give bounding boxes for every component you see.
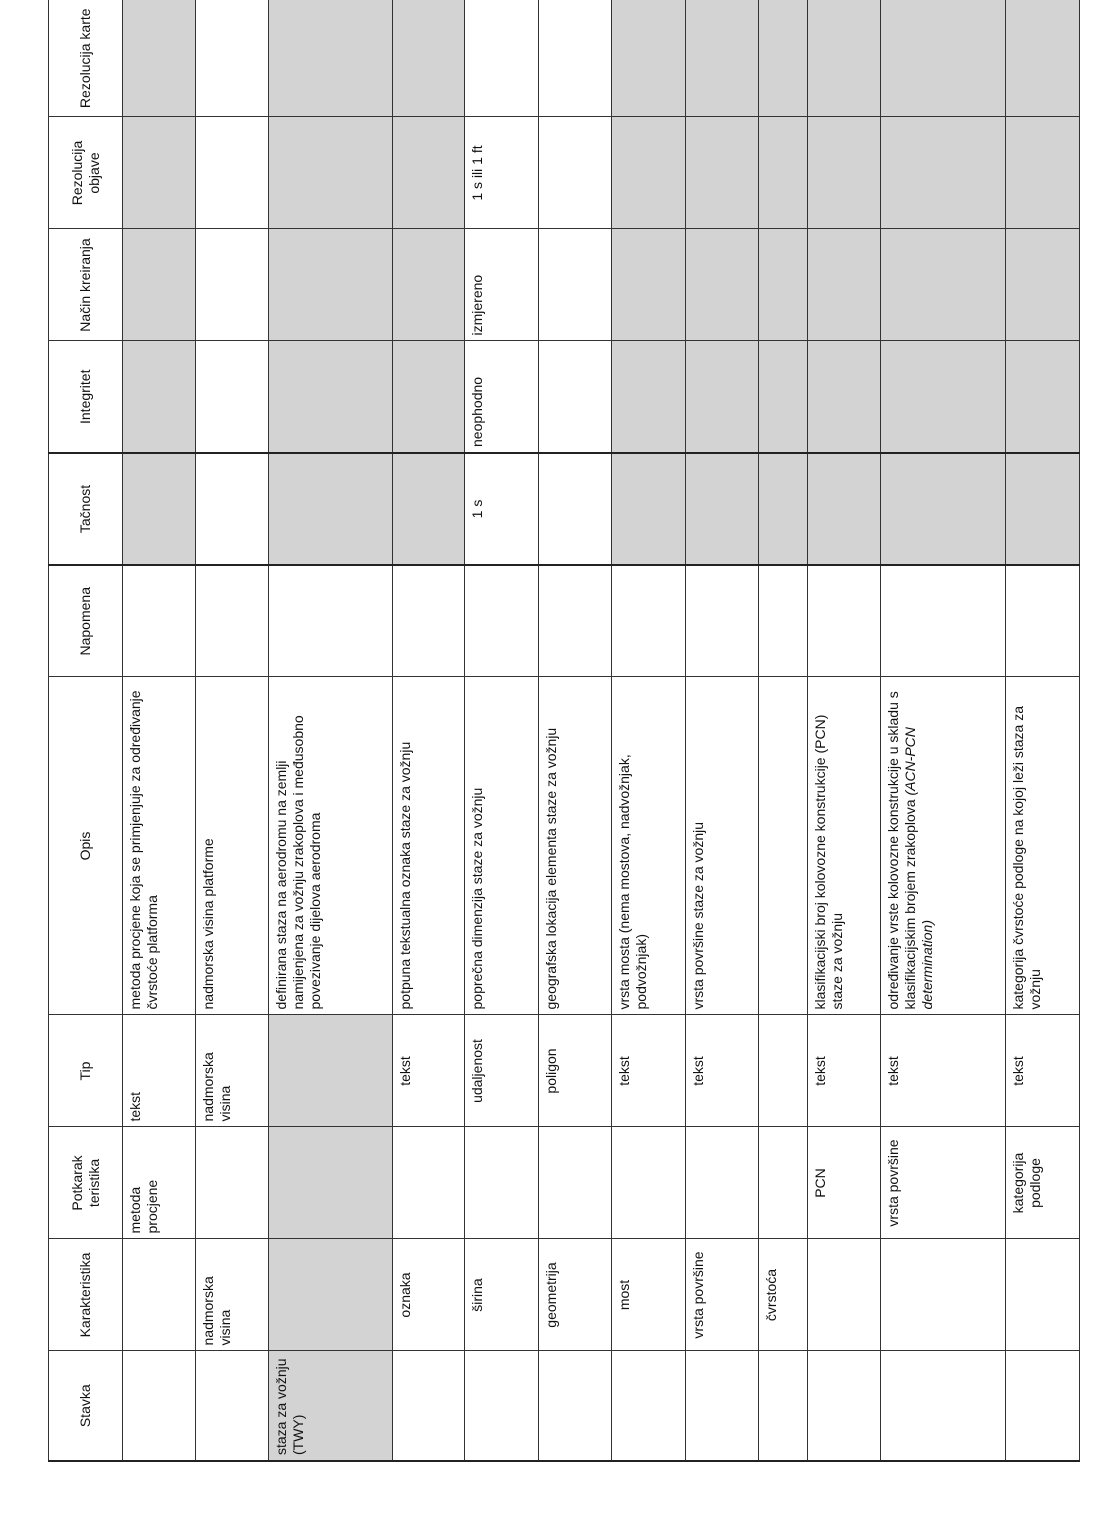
cell-tip: tekst <box>807 1015 880 1127</box>
header-rez-karte: Rezolucija karte <box>49 0 123 117</box>
cell-stavka <box>612 1351 685 1461</box>
opis-italic: (ACN-PCN determination) <box>901 727 935 1010</box>
cell-integritet: neophodno <box>465 341 539 453</box>
cell-opis: metoda procjene koja se primjenjuje za određivanje čvrstoće platforma <box>123 677 196 1015</box>
cell-napomena <box>880 565 1005 677</box>
cell-tip: tekst <box>393 1015 465 1127</box>
data-table <box>48 0 1080 1462</box>
cell-rez-karte <box>1005 0 1079 117</box>
table-row <box>1005 0 1079 1461</box>
header-napomena: Napomena <box>49 565 123 677</box>
cell-potkarakteristika: PCN <box>807 1127 880 1239</box>
cell-tacnost <box>123 453 196 565</box>
cell-rez-objave: 1 s ili 1 ft <box>465 117 539 229</box>
cell-nacin <box>539 229 612 341</box>
cell-integritet <box>393 341 465 453</box>
cell-tacnost <box>807 453 880 565</box>
cell-stavka <box>539 1351 612 1461</box>
header-integritet: Integritet <box>49 341 123 453</box>
cell-tacnost: 1 s <box>465 453 539 565</box>
cell-tacnost <box>685 453 758 565</box>
cell-potkarakteristika: kategorija podloge <box>1005 1127 1079 1239</box>
cell-nacin <box>123 229 196 341</box>
cell-rez-objave <box>880 117 1005 229</box>
cell-rez-objave <box>807 117 880 229</box>
cell-rez-karte <box>758 0 807 117</box>
cell-napomena <box>685 565 758 677</box>
cell-stavka: staza za vožnju (TWY) <box>269 1351 393 1461</box>
cell-rez-karte <box>880 0 1005 117</box>
cell-stavka <box>123 1351 196 1461</box>
cell-tacnost <box>758 453 807 565</box>
cell-napomena <box>269 565 393 677</box>
cell-opis: vrsta mosta (nema mostova, nadvožnjak, podvožnjak) <box>612 677 685 1015</box>
cell-karakteristika: most <box>612 1239 685 1351</box>
cell-rez-objave <box>393 117 465 229</box>
cell-potkarakteristika: metoda procjene <box>123 1127 196 1239</box>
cell-tacnost <box>1005 453 1079 565</box>
cell-tip: nadmorska visina <box>196 1015 269 1127</box>
cell-rez-karte <box>196 0 269 117</box>
cell-potkarakteristika <box>685 1127 758 1239</box>
cell-rez-karte <box>539 0 612 117</box>
cell-rez-objave <box>1005 117 1079 229</box>
cell-stavka <box>1005 1351 1079 1461</box>
cell-rez-karte <box>685 0 758 117</box>
cell-stavka <box>880 1351 1005 1461</box>
rotated-table-wrapper <box>48 0 1080 1462</box>
cell-napomena <box>465 565 539 677</box>
cell-nacin <box>807 229 880 341</box>
cell-karakteristika: vrsta površine <box>685 1239 758 1351</box>
cell-potkarakteristika <box>196 1127 269 1239</box>
cell-tip <box>269 1015 393 1127</box>
table-row <box>539 0 612 1461</box>
cell-napomena <box>758 565 807 677</box>
cell-karakteristika: nadmorska visina <box>196 1239 269 1351</box>
cell-nacin <box>1005 229 1079 341</box>
cell-napomena <box>539 565 612 677</box>
cell-rez-karte <box>465 0 539 117</box>
cell-tacnost <box>393 453 465 565</box>
cell-napomena <box>807 565 880 677</box>
cell-integritet <box>612 341 685 453</box>
cell-stavka <box>393 1351 465 1461</box>
cell-tacnost <box>539 453 612 565</box>
cell-integritet <box>196 341 269 453</box>
header-potkarakteristika: Potkarak teristika <box>49 1127 123 1239</box>
cell-nacin <box>758 229 807 341</box>
header-row <box>49 0 123 1461</box>
cell-opis: potpuna tekstualna oznaka staze za vožnju <box>393 677 465 1015</box>
cell-nacin <box>196 229 269 341</box>
cell-rez-objave <box>685 117 758 229</box>
cell-integritet <box>758 341 807 453</box>
cell-nacin <box>880 229 1005 341</box>
cell-rez-karte <box>269 0 393 117</box>
cell-potkarakteristika <box>465 1127 539 1239</box>
header-rez-objave: Rezolucija objave <box>49 117 123 229</box>
table-row <box>758 0 807 1461</box>
cell-tip: tekst <box>880 1015 1005 1127</box>
cell-tip: tekst <box>123 1015 196 1127</box>
cell-potkarakteristika <box>539 1127 612 1239</box>
cell-karakteristika: čvrstoća <box>758 1239 807 1351</box>
cell-potkarakteristika <box>393 1127 465 1239</box>
cell-opis <box>880 677 1005 1015</box>
cell-karakteristika <box>880 1239 1005 1351</box>
cell-nacin: izmjereno <box>465 229 539 341</box>
cell-opis: geografska lokacija elementa staze za vožnju <box>539 677 612 1015</box>
cell-rez-objave <box>612 117 685 229</box>
cell-karakteristika <box>123 1239 196 1351</box>
cell-karakteristika <box>807 1239 880 1351</box>
table-row <box>612 0 685 1461</box>
cell-integritet <box>1005 341 1079 453</box>
cell-karakteristika: širina <box>465 1239 539 1351</box>
cell-nacin <box>393 229 465 341</box>
cell-karakteristika: geometrija <box>539 1239 612 1351</box>
cell-integritet <box>685 341 758 453</box>
cell-rez-karte <box>393 0 465 117</box>
cell-opis: vrsta površine staze za vožnju <box>685 677 758 1015</box>
cell-integritet <box>123 341 196 453</box>
cell-tacnost <box>612 453 685 565</box>
cell-potkarakteristika: vrsta površine <box>880 1127 1005 1239</box>
cell-rez-objave <box>269 117 393 229</box>
header-tacnost: Tačnost <box>49 453 123 565</box>
table-row <box>196 0 269 1461</box>
cell-karakteristika <box>1005 1239 1079 1351</box>
cell-rez-objave <box>123 117 196 229</box>
cell-potkarakteristika <box>269 1127 393 1239</box>
table-row <box>269 0 393 1461</box>
table-row <box>880 0 1005 1461</box>
cell-napomena <box>196 565 269 677</box>
cell-tacnost <box>269 453 393 565</box>
cell-tacnost <box>880 453 1005 565</box>
cell-napomena <box>393 565 465 677</box>
cell-napomena <box>612 565 685 677</box>
header-tip: Tip <box>49 1015 123 1127</box>
cell-nacin <box>612 229 685 341</box>
table-row <box>465 0 539 1461</box>
cell-nacin <box>269 229 393 341</box>
table-row <box>685 0 758 1461</box>
cell-integritet <box>807 341 880 453</box>
cell-tip: udaljenost <box>465 1015 539 1127</box>
cell-tip <box>758 1015 807 1127</box>
cell-rez-karte <box>612 0 685 117</box>
cell-tip: tekst <box>685 1015 758 1127</box>
cell-integritet <box>269 341 393 453</box>
cell-rez-karte <box>807 0 880 117</box>
cell-opis: klasifikacijski broj kolovozne konstrukcije (PCN) staze za vožnju <box>807 677 880 1015</box>
cell-tip: poligon <box>539 1015 612 1127</box>
header-nacin: Način kreiranja <box>49 229 123 341</box>
table-row <box>393 0 465 1461</box>
cell-stavka <box>465 1351 539 1461</box>
cell-stavka <box>685 1351 758 1461</box>
table-row <box>807 0 880 1461</box>
header-opis: Opis <box>49 677 123 1015</box>
cell-opis: nadmorska visina platforme <box>196 677 269 1015</box>
cell-nacin <box>685 229 758 341</box>
cell-integritet <box>539 341 612 453</box>
header-karakteristika: Karakteristika <box>49 1239 123 1351</box>
cell-opis: definirana staza na aerodromu na zemlji namijenjena za vožnju zrakoplova i međusobno povezivanje dijelova aerodroma <box>269 677 393 1015</box>
cell-karakteristika: oznaka <box>393 1239 465 1351</box>
opis-text: određivanje vrste kolovozne konstrukcije u skladu s klasifikacijskim brojem zrakoplova <box>884 691 918 1010</box>
cell-opis: poprečna dimenzija staze za vožnju <box>465 677 539 1015</box>
cell-tip: tekst <box>1005 1015 1079 1127</box>
cell-tacnost <box>196 453 269 565</box>
cell-rez-objave <box>758 117 807 229</box>
cell-rez-objave <box>539 117 612 229</box>
cell-potkarakteristika <box>612 1127 685 1239</box>
cell-opis <box>758 677 807 1015</box>
cell-rez-karte <box>123 0 196 117</box>
cell-napomena <box>1005 565 1079 677</box>
header-stavka: Stavka <box>49 1351 123 1461</box>
cell-stavka <box>196 1351 269 1461</box>
cell-rez-objave <box>196 117 269 229</box>
cell-tip: tekst <box>612 1015 685 1127</box>
cell-stavka <box>807 1351 880 1461</box>
cell-opis: kategorija čvrstoće podloge na kojoj leži staza za vožnju <box>1005 677 1079 1015</box>
cell-karakteristika <box>269 1239 393 1351</box>
cell-integritet <box>880 341 1005 453</box>
table-row <box>123 0 196 1461</box>
cell-potkarakteristika <box>758 1127 807 1239</box>
cell-napomena <box>123 565 196 677</box>
cell-stavka <box>758 1351 807 1461</box>
